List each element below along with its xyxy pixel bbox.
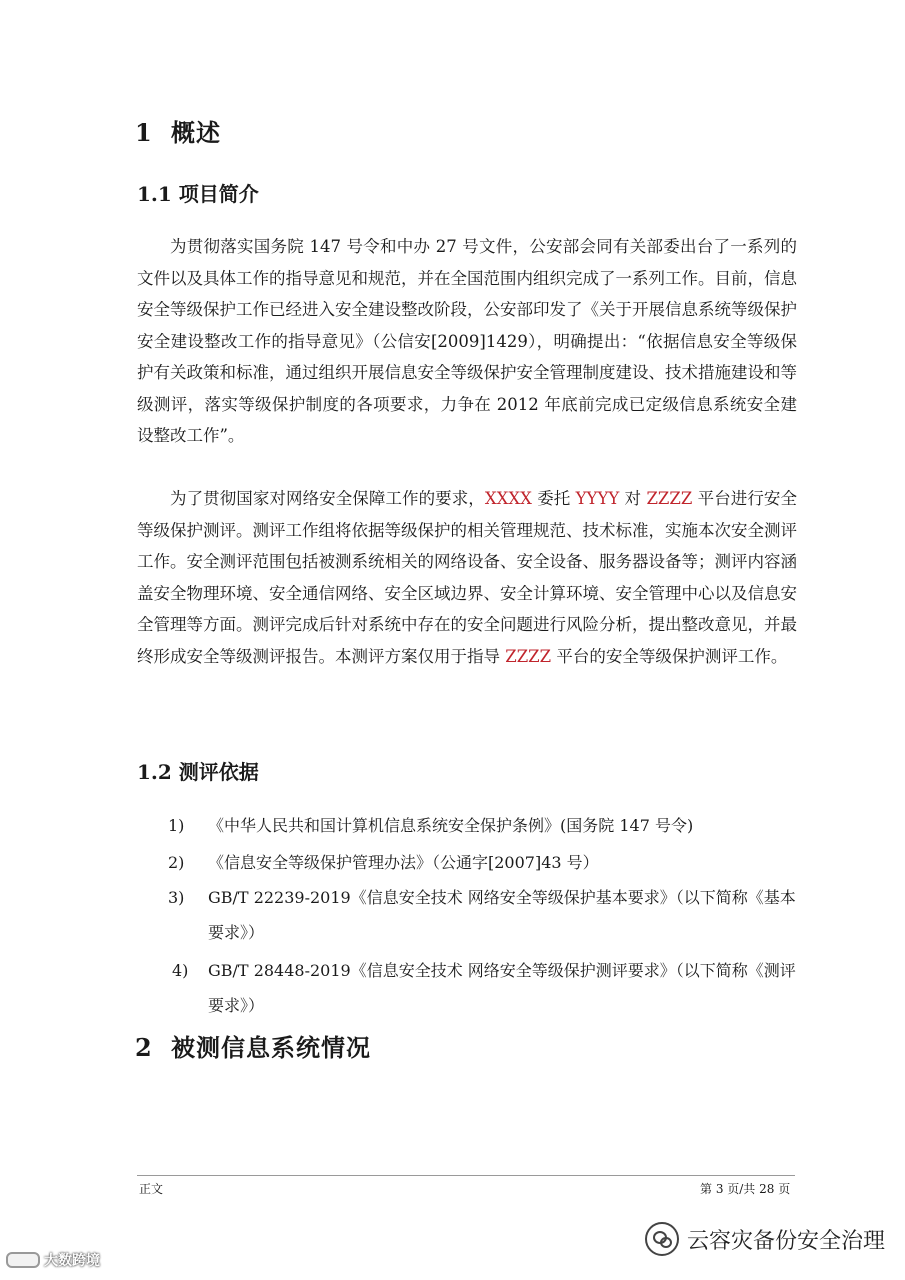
heading-section-2 bbox=[135, 1028, 371, 1063]
reference-text: GB/T 28448-2019《信息安全技术 网络安全等级保护测评要求》（以下简称《测评要求》） bbox=[208, 961, 796, 1015]
scope-paragraph bbox=[137, 483, 797, 672]
logo-mark-icon bbox=[6, 1252, 40, 1268]
reference-index: 1) bbox=[168, 816, 185, 835]
wechat-icon bbox=[645, 1222, 679, 1256]
heading-title: 概述 bbox=[171, 118, 221, 147]
placeholder-platform: ZZZZ bbox=[505, 646, 552, 666]
text-span: 平台进行安全等级保护测评。测评工作组将依据等级保护的相关管理规范、技术标准，实施本次安全测评工作。安全测评范围包括被测系统相关的网络设备、安全设备、服务器设备等；测评内容涵盖安全物理环境、安全通信网络、安全区域边界、安全计算环境、安全管理中心以及信息安全管理等方面。测评完成后针对系统中存在的安全问题进行风险分析，提出整改意见，并最终形成安全等级测评报告。本测评方案仅用于指导 bbox=[137, 489, 797, 666]
intro-paragraph: 为贯彻落实国务院 147 号令和中办 27 号文件，公安部会同有关部委出台了一系列的文件以及具体工作的指导意见和规范，并在全国范围内组织完成了一系列工作。目前，信息安全等级保护工作已经进入安全建设整改阶段，公安部印发了《关于开展信息系统等级保护安全建设整改工作的指导意见》（公信安[2009]1429），明确提出：“依据信息安全等级保护有关政策和标准，通过组织开展信息安全等级保护安全管理制度建设、技术措施建设和等级测评，落实等级保护制度的各项要求，力争在 2012 年底前完成已定级信息系统安全建设整改工作”。 bbox=[137, 237, 797, 445]
text-span: 对 bbox=[619, 489, 647, 508]
watermark-text: 云容灾备份安全治理 bbox=[687, 1228, 886, 1254]
reference-item bbox=[172, 953, 798, 1023]
reference-index: 2) bbox=[168, 853, 185, 872]
placeholder-org-assessor: YYYY bbox=[575, 489, 620, 508]
footer-section-label: 正文 bbox=[139, 1182, 164, 1196]
corner-logo-text: 大数跨境 bbox=[44, 1253, 100, 1269]
heading-title: 被测信息系统情况 bbox=[171, 1033, 371, 1062]
footer-divider bbox=[137, 1175, 795, 1176]
reference-index: 3) bbox=[168, 888, 185, 907]
footer-page-number: 第 3 页/共 28 页 bbox=[700, 1182, 791, 1196]
reference-index: 4) bbox=[172, 961, 189, 980]
heading-section-1-2: 1.2 测评依据 bbox=[137, 760, 259, 784]
heading-section-1 bbox=[135, 113, 221, 148]
reference-item bbox=[168, 880, 798, 950]
reference-item bbox=[168, 845, 798, 880]
account-watermark bbox=[645, 1222, 885, 1256]
text-span: 委托 bbox=[531, 489, 576, 508]
placeholder-org-client: XXXX bbox=[484, 489, 532, 508]
heading-number: 2 bbox=[135, 1033, 153, 1062]
placeholder-platform: ZZZZ bbox=[646, 489, 693, 508]
reference-item bbox=[168, 808, 798, 843]
heading-number: 1 bbox=[135, 118, 153, 147]
reference-text: 《信息安全等级保护管理办法》（公通字[2007]43 号） bbox=[208, 853, 599, 872]
reference-text: GB/T 22239-2019《信息安全技术 网络安全等级保护基本要求》（以下简称《基本要求》） bbox=[208, 888, 796, 942]
corner-logo bbox=[6, 1250, 100, 1270]
text-span: 为了贯彻国家对网络安全保障工作的要求， bbox=[170, 489, 485, 508]
text-span: 平台的安全等级保护测评工作。 bbox=[551, 646, 788, 666]
reference-text: 《中华人民共和国计算机信息系统安全保护条例》(国务院 147 号令) bbox=[208, 816, 694, 835]
heading-section-1-1: 1.1 项目简介 bbox=[137, 182, 259, 206]
